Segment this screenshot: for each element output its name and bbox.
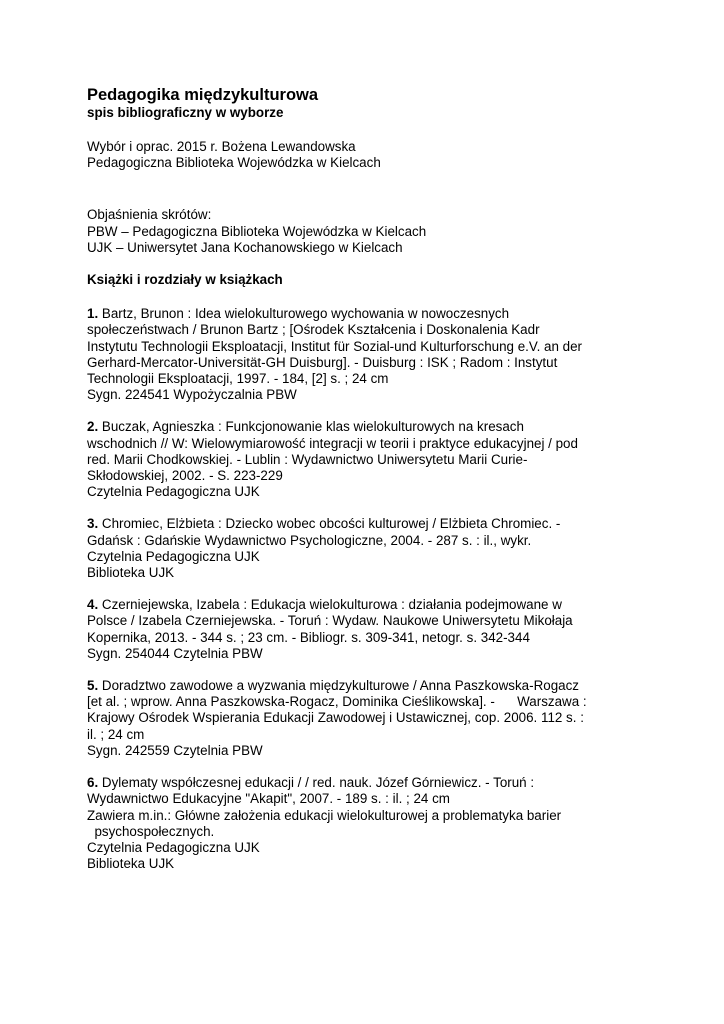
document-page <box>87 86 667 888</box>
entry-location: Czytelnia Pedagogiczna UJK <box>87 484 260 500</box>
entry-text: Bartz, Brunon : Idea wielokulturowego wychowania w nowoczesnych <box>101 306 510 322</box>
entry-number: 4. <box>87 597 99 613</box>
entry-line: Gerhard-Mercator-Universität-GH Duisburg]. - Duisburg : ISK ; Radom : Instytut <box>87 354 558 370</box>
entry-line <box>87 597 667 613</box>
abbreviations <box>87 207 667 256</box>
entry-location: Sygn. 242559 Czytelnia PBW <box>87 742 263 758</box>
entry-location: Czytelnia Pedagogiczna UJK <box>87 548 260 564</box>
entry-line: wschodnich // W: Wielowymiarowość integracji w teorii i praktyce edukacyjnej / pod <box>87 435 578 451</box>
abbreviation-ujk: UJK – Uniwersytet Jana Kochanowskiego w Kielcach <box>87 239 403 255</box>
credits <box>87 139 667 171</box>
entry-line <box>87 775 667 791</box>
entry-location: Sygn. 254044 Czytelnia PBW <box>87 645 263 661</box>
abbreviation-pbw: PBW – Pedagogiczna Biblioteka Wojewódzka w Kielcach <box>87 223 427 239</box>
entry-line: il. ; 24 cm <box>87 726 145 742</box>
entry-number: 3. <box>87 516 99 532</box>
credits-author: Wybór i oprac. 2015 r. Bożena Lewandowska <box>87 139 356 154</box>
entry-text: Czerniejewska, Izabela : Edukacja wielokulturowa : działania podejmowane w <box>101 597 562 613</box>
entry-text: Buczak, Agnieszka : Funkcjonowanie klas wielokulturowych na kresach <box>101 419 524 435</box>
entry-line <box>87 419 667 435</box>
entry-line: Wydawnictwo Edukacyjne "Akapit", 2007. - 189 s. : il. ; 24 cm <box>87 791 450 807</box>
entry-location: Czytelnia Pedagogiczna UJK <box>87 839 260 855</box>
entry-text: Chromiec, Elżbieta : Dziecko wobec obcości kulturowej / Elżbieta Chromiec. - <box>101 516 561 532</box>
document-subtitle: spis bibliograficzny w wyborze <box>87 105 284 120</box>
entry-note: psychospołecznych. <box>87 823 215 839</box>
entry-text: Doradztwo zawodowe a wyzwania międzykulturowe / Anna Paszkowska-Rogacz <box>101 678 579 694</box>
entry-location: Sygn. 224541 Wypożyczalnia PBW <box>87 387 297 403</box>
entry-line: Skłodowskiej, 2002. - S. 223-229 <box>87 468 283 484</box>
entry-line: Polsce / Izabela Czerniejewska. - Toruń : Wydaw. Naukowe Uniwersytetu Mikołaja <box>87 613 573 629</box>
entry-number: 6. <box>87 775 99 791</box>
bibliography-entry <box>87 597 667 662</box>
section-heading: Książki i rozdziały w książkach <box>87 272 283 288</box>
entry-location: Biblioteka UJK <box>87 856 175 872</box>
spacer <box>87 187 667 207</box>
bibliography-entry <box>87 775 667 872</box>
entry-number: 5. <box>87 678 99 694</box>
bibliography-entry <box>87 306 667 403</box>
bibliography-entry <box>87 419 667 500</box>
credits-institution: Pedagogiczna Biblioteka Wojewódzka w Kielcach <box>87 155 381 171</box>
abbreviations-heading: Objaśnienia skrótów: <box>87 207 212 223</box>
entry-number: 1. <box>87 306 99 322</box>
entry-line: Technologii Eksploatacji, 1997. - 184, [2] s. ; 24 cm <box>87 371 389 387</box>
bibliography-entry <box>87 516 667 581</box>
entry-line: red. Marii Chodkowskiej. - Lublin : Wydawnictwo Uniwersytetu Marii Curie- <box>87 451 528 467</box>
entry-line <box>87 516 667 532</box>
entry-line <box>87 306 667 322</box>
entry-line: Kopernika, 2013. - 344 s. ; 23 cm. - Bibliogr. s. 309-341, netogr. s. 342-344 <box>87 629 530 645</box>
entry-line <box>87 678 667 694</box>
entry-number: 2. <box>87 419 99 435</box>
bibliography-entry <box>87 678 667 759</box>
entry-line: [et al. ; wprow. Anna Paszkowska-Rogacz, Dominika Cieślikowska]. - Warszawa : <box>87 694 587 710</box>
document-title: Pedagogika międzykulturowa <box>87 86 319 104</box>
entry-line: Krajowy Ośrodek Wspierania Edukacji Zawodowej i Ustawicznej, cop. 2006. 112 s. : <box>87 710 584 726</box>
entry-line: Instytutu Technologii Eksploatacji, Institut für Sozial-und Kulturforschung e.V. an der <box>87 338 582 354</box>
entry-location: Biblioteka UJK <box>87 565 175 581</box>
entry-line: społeczeństwach / Brunon Bartz ; [Ośrodek Kształcenia i Doskonalenia Kadr <box>87 322 540 338</box>
entry-line: Gdańsk : Gdańskie Wydawnictwo Psychologiczne, 2004. - 287 s. : il., wykr. <box>87 532 532 548</box>
entry-text: Dylematy współczesnej edukacji / / red. nauk. Józef Górniewicz. - Toruń : <box>101 775 535 791</box>
entry-note: Zawiera m.in.: Główne założenia edukacji wielokulturowej a problematyka barier <box>87 807 562 823</box>
